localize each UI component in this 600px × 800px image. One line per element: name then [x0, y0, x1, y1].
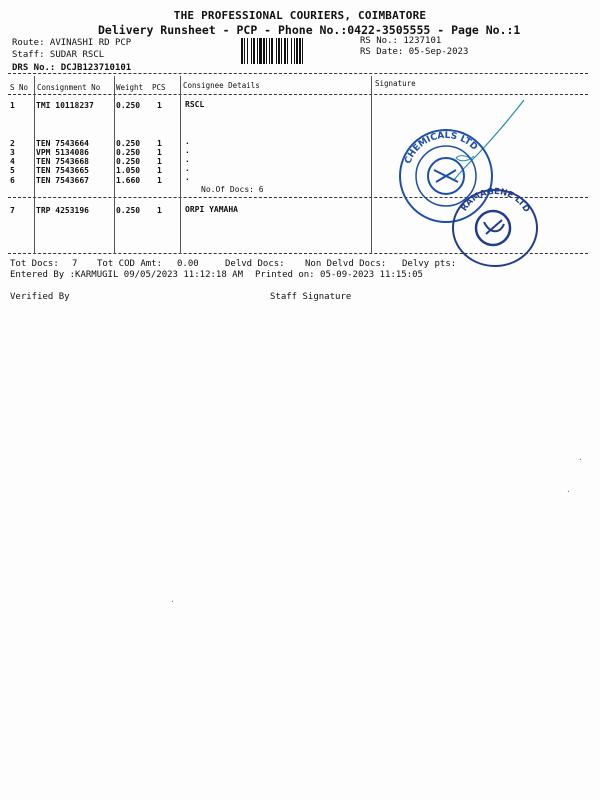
row-consignee: RSCL	[185, 100, 205, 109]
barcode-bar	[259, 38, 262, 64]
col-divider	[180, 76, 181, 254]
row-consignee: .	[185, 173, 190, 182]
route-label: Route: AVINASHI RD PCP	[12, 38, 132, 48]
staff-label: Staff: SUDAR RSCL	[12, 50, 105, 60]
barcode	[240, 38, 352, 64]
barcode-bar	[281, 38, 282, 64]
row-consignee: ORPI YAMAHA	[185, 205, 238, 214]
barcode-bar	[271, 38, 273, 64]
barcode-bar	[291, 38, 292, 64]
non-delvd-docs-label: Non Delvd Docs:	[305, 259, 387, 269]
row-pcs: 1	[157, 157, 162, 166]
staff-signature-label: Staff Signature	[270, 292, 352, 302]
barcode-bar	[287, 38, 288, 64]
row-pcs: 1	[157, 101, 162, 110]
row-sno: 1	[10, 101, 15, 110]
row-sno: 3	[10, 148, 15, 157]
row-consignment: TRP 4253196	[36, 206, 89, 215]
barcode-bar	[247, 38, 248, 64]
table-top-rule	[8, 73, 588, 74]
barcode-bar	[299, 38, 301, 64]
row-weight: 0.250	[116, 157, 141, 166]
row-consignee: .	[185, 164, 190, 173]
barcode-bar	[276, 38, 277, 64]
row-sno: 6	[10, 176, 15, 185]
scan-speck: ·	[578, 455, 583, 464]
barcode-bar	[296, 38, 298, 64]
col-header-consignment: Consignment No	[37, 83, 101, 92]
row-pcs: 1	[157, 139, 162, 148]
row-sno: 4	[10, 157, 15, 166]
barcode-bar	[241, 38, 243, 64]
rs-date: RS Date: 05-Sep-2023	[360, 47, 469, 57]
stamp-ring-text: CHEMICALS LTD	[403, 130, 480, 166]
table-header-rule	[8, 94, 588, 95]
col-header-weight: Weight	[116, 83, 144, 92]
verified-by: Verified By	[10, 292, 70, 302]
barcode-bar	[284, 38, 286, 64]
tot-docs-value: 7	[72, 259, 78, 269]
col-header-sno: S No	[10, 83, 29, 92]
col-divider	[114, 76, 115, 254]
row-pcs: 1	[157, 148, 162, 157]
col-header-pcs: PCS	[152, 83, 166, 92]
row-consignment: VPM 5134086	[36, 148, 89, 157]
company-stamp-secondary	[448, 186, 542, 270]
drs-number: DRS No.: DCJB123710101	[12, 63, 132, 73]
row-weight: 1.660	[116, 176, 141, 185]
barcode-bar	[266, 38, 267, 64]
col-divider	[371, 76, 372, 254]
barcode-bar	[263, 38, 265, 64]
row-pcs: 1	[157, 206, 162, 215]
row-consignment: TEN 7543668	[36, 157, 89, 166]
barcode-bar	[253, 38, 255, 64]
row-consignment: TEN 7543665	[36, 166, 89, 175]
row-sno: 7	[10, 206, 15, 215]
company-title: THE PROFESSIONAL COURIERS, COIMBATORE	[173, 9, 427, 22]
row-weight: 1.050	[116, 166, 141, 175]
row-weight: 0.250	[116, 101, 141, 110]
row-consignment: TEN 7543667	[36, 176, 89, 185]
barcode-bar	[294, 38, 295, 64]
row-consignment: TMI 10118237	[36, 101, 94, 110]
row-weight: 0.250	[116, 206, 141, 215]
barcode-bar	[257, 38, 258, 64]
row-sno: 5	[10, 166, 15, 175]
row-consignee: .	[185, 137, 190, 146]
row-consignment: TEN 7543664	[36, 139, 89, 148]
col-header-consignee: Consignee Details	[183, 81, 260, 90]
row-sno: 2	[10, 139, 15, 148]
row-consignee: .	[185, 146, 190, 155]
no-of-docs: No.Of Docs: 6	[201, 185, 264, 194]
row-consignee: .	[185, 155, 190, 164]
delvd-docs-label: Delvd Docs:	[225, 259, 285, 269]
col-divider	[34, 76, 35, 254]
col-header-signature: Signature	[375, 79, 416, 88]
row-weight: 0.250	[116, 139, 141, 148]
entered-by: Entered By :KARMUGIL 09/05/2023 11:12:18 AM	[10, 270, 243, 280]
delvy-pts-label: Delvy pts:	[402, 259, 457, 269]
tot-cod-value: 0.00	[177, 259, 199, 269]
tot-cod-label: Tot COD Amt:	[97, 259, 163, 269]
row-weight: 0.250	[116, 148, 141, 157]
rs-number: RS No.: 1237101	[360, 36, 442, 46]
barcode-bar	[278, 38, 280, 64]
stamp-ring-text: RAMAGENE LTD	[459, 186, 532, 215]
printed-on: Printed on: 05-09-2023 11:15:05	[255, 270, 423, 280]
barcode-bar	[251, 38, 252, 64]
scan-speck: ·	[170, 597, 175, 606]
row-pcs: 1	[157, 166, 162, 175]
scan-speck: ·	[566, 487, 571, 496]
barcode-bar	[244, 38, 245, 64]
row-pcs: 1	[157, 176, 162, 185]
tot-docs-label: Tot Docs:	[10, 259, 59, 269]
barcode-bar	[302, 38, 303, 64]
runsheet-subtitle: Delivery Runsheet - PCP - Phone No.:0422-3505555 - Page No.:1	[98, 23, 521, 37]
barcode-bar	[269, 38, 270, 64]
